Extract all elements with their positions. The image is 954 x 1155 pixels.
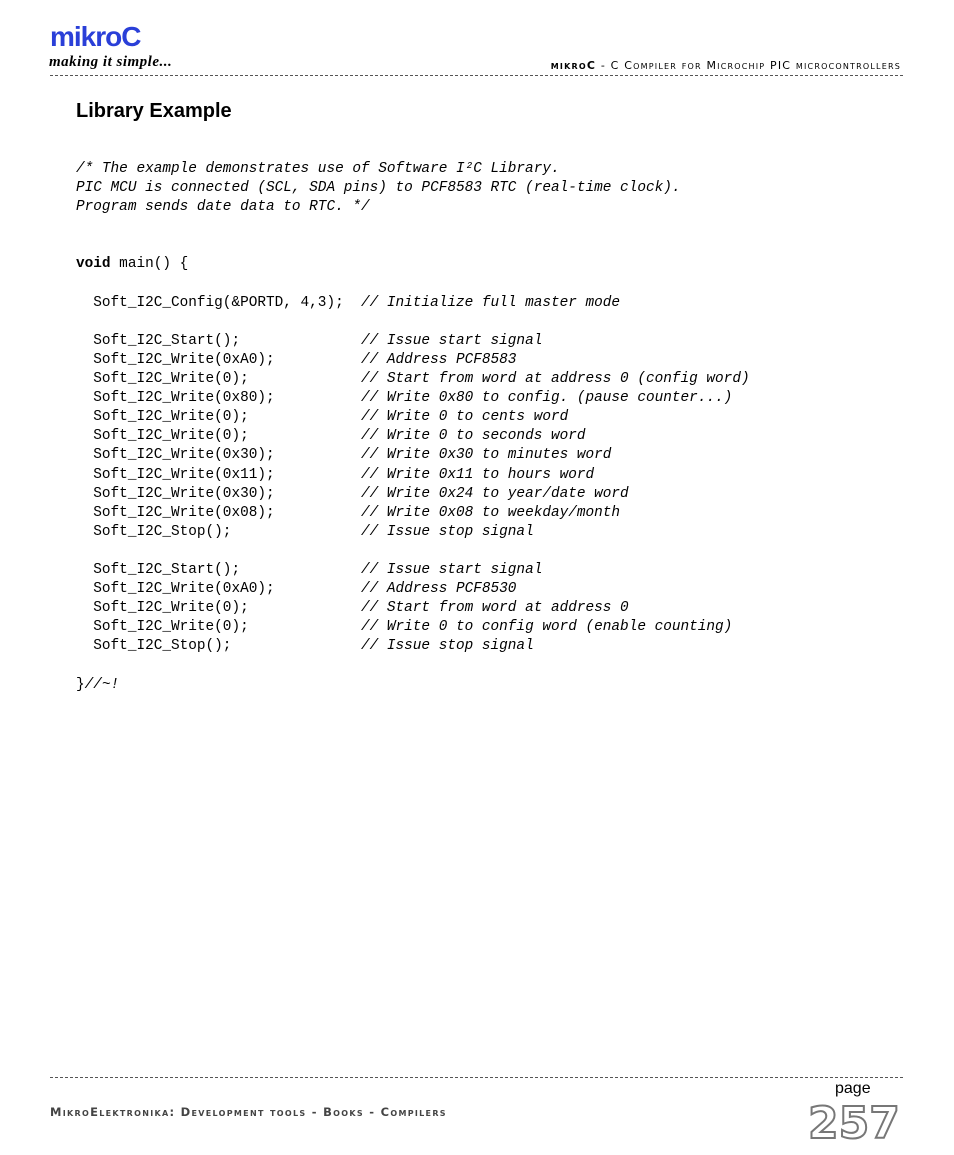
code-comment: // Issue start signal	[360, 332, 543, 349]
code-line: Soft_I2C_Write(0);	[76, 619, 361, 636]
code-comment: // Write 0 to seconds word	[360, 428, 586, 445]
page-number: 257	[808, 1098, 900, 1149]
code-line: Soft_I2C_Start();	[76, 561, 361, 578]
code-comment: // Write 0x11 to hours word	[360, 466, 595, 483]
mikroc-logo: mikroC	[50, 21, 141, 52]
page-label: page	[835, 1080, 871, 1097]
code-listing	[76, 160, 750, 695]
code-line: Soft_I2C_Write(0);	[76, 371, 361, 388]
code-comment: // Start from word at address 0	[360, 600, 629, 617]
code-comment: //~!	[84, 676, 120, 693]
code-line: Soft_I2C_Write(0x30);	[76, 447, 361, 464]
header-title	[551, 59, 901, 72]
code-line: Soft_I2C_Start();	[76, 332, 361, 349]
code-line: Soft_I2C_Write(0);	[76, 409, 361, 426]
footer-publisher: MikroElektronika: Development tools - Books - Compilers	[50, 1105, 447, 1119]
code-keyword: void	[76, 256, 111, 273]
header-subtitle: - C Compiler for Microchip PIC microcontrollers	[596, 59, 901, 72]
code-line: Soft_I2C_Stop();	[76, 523, 361, 540]
code-comment: // Write 0x08 to weekday/month	[360, 504, 621, 521]
section-title: Library Example	[76, 100, 232, 122]
code-line: Soft_I2C_Write(0xA0);	[76, 351, 361, 368]
code-line: }	[76, 676, 85, 693]
code-line: Soft_I2C_Config(&PORTD, 4,3);	[76, 294, 361, 311]
code-comment: // Address PCF8530	[360, 581, 517, 598]
code-comment: // Issue start signal	[360, 561, 543, 578]
header-brand: mikroC	[550, 59, 597, 72]
code-line: Soft_I2C_Write(0xA0);	[76, 581, 361, 598]
logo-tagline: making it simple...	[49, 54, 173, 70]
code-line: Soft_I2C_Write(0x80);	[76, 390, 361, 407]
code-line: main() {	[110, 256, 189, 273]
code-comment: // Write 0x80 to config. (pause counter...)	[360, 390, 733, 407]
code-line: Soft_I2C_Write(0x30);	[76, 485, 361, 502]
code-line: Soft_I2C_Write(0x11);	[76, 466, 361, 483]
code-comment: // Initialize full master mode	[360, 294, 621, 311]
code-line: Soft_I2C_Stop();	[76, 638, 361, 655]
code-line: Soft_I2C_Write(0);	[76, 600, 361, 617]
code-line: Soft_I2C_Write(0);	[76, 428, 361, 445]
code-comment: // Write 0 to config word (enable counting)	[360, 619, 733, 636]
code-comment: // Address PCF8583	[360, 351, 517, 368]
code-comment: // Start from word at address 0 (config word)	[360, 371, 750, 388]
code-comment: // Write 0x30 to minutes word	[360, 447, 612, 464]
header-divider	[50, 75, 903, 76]
footer-divider	[50, 1077, 903, 1078]
code-comment: // Issue stop signal	[360, 638, 534, 655]
code-comment: /* The example demonstrates use of Software I²C Library.	[76, 161, 560, 177]
code-comment: // Write 0x24 to year/date word	[360, 485, 629, 502]
code-comment: PIC MCU is connected (SCL, SDA pins) to PCF8583 RTC (real-time clock).	[76, 180, 681, 197]
code-line: Soft_I2C_Write(0x08);	[76, 504, 361, 521]
code-comment: Program sends date data to RTC. */	[76, 199, 370, 216]
code-comment: // Issue stop signal	[360, 523, 534, 540]
code-comment: // Write 0 to cents word	[360, 409, 569, 426]
